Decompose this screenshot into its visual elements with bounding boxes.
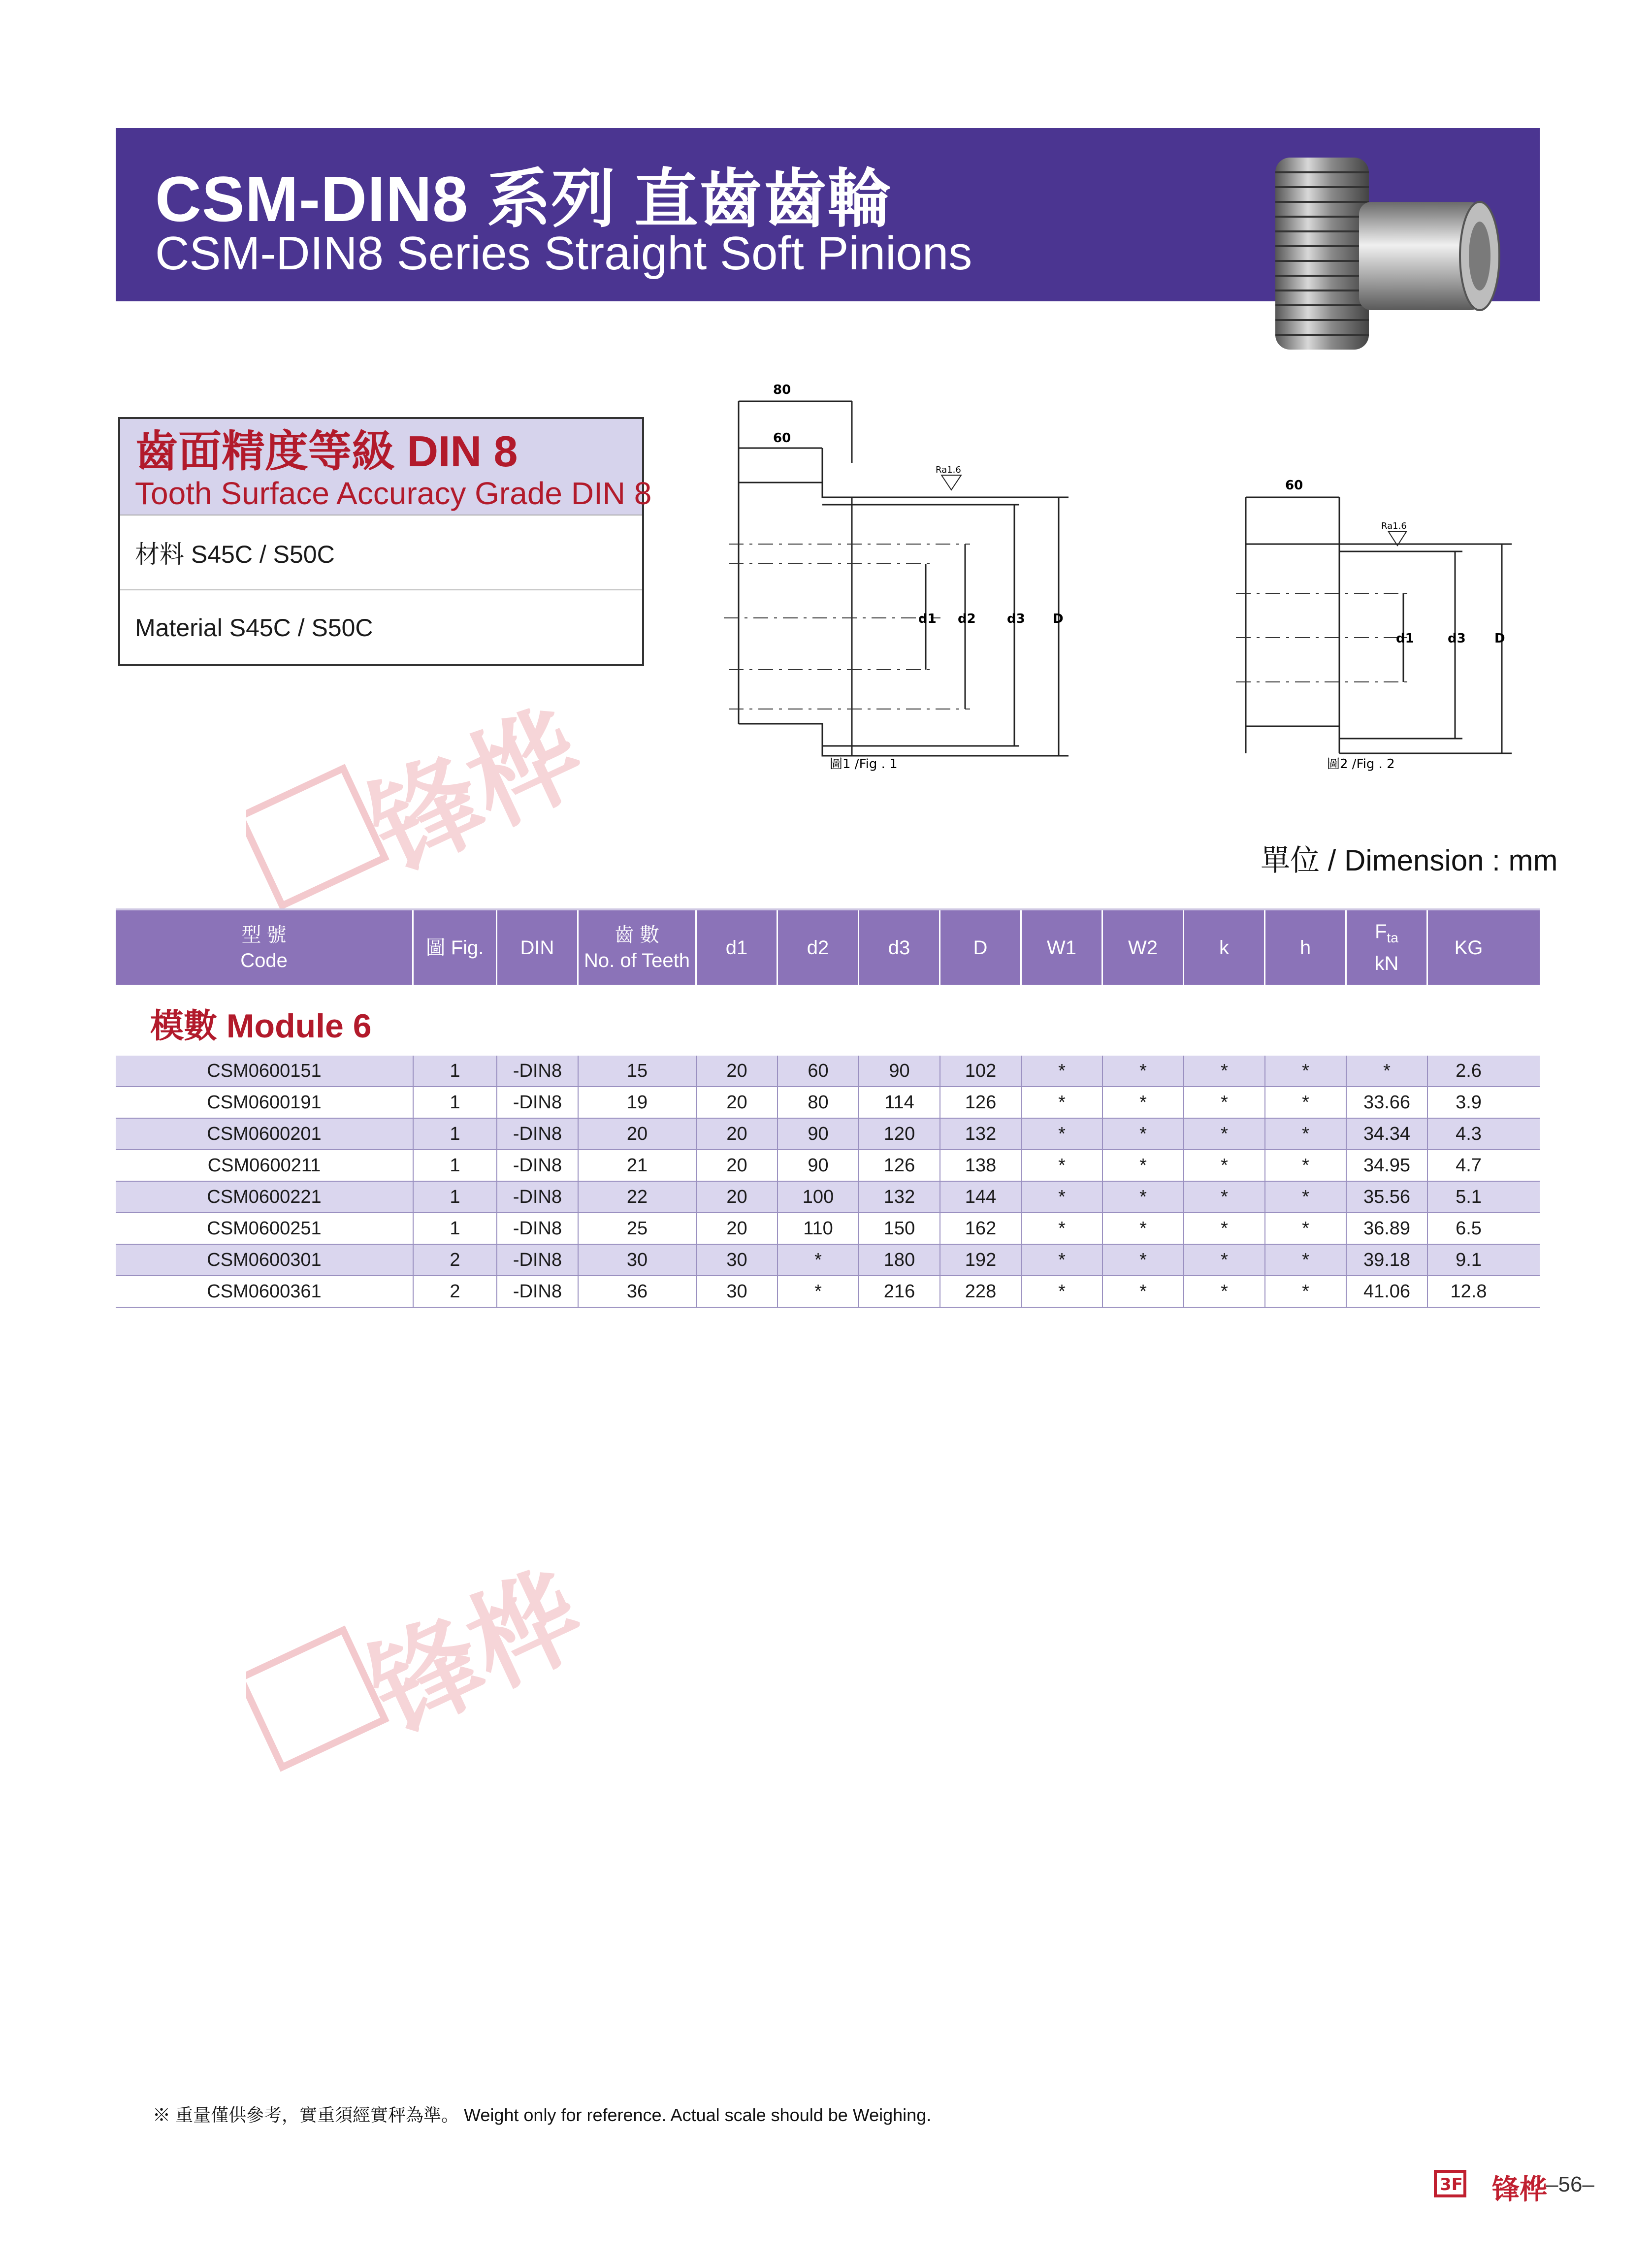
cell-d1: 20	[697, 1213, 778, 1244]
cell-D: 192	[940, 1245, 1022, 1275]
col-header-d1: d1	[697, 910, 778, 985]
cell-d3: 216	[859, 1276, 940, 1307]
cell-fig: 2	[414, 1245, 497, 1275]
col-header-h: h	[1265, 910, 1347, 985]
spec-table-header	[116, 908, 1540, 985]
cell-fta: 39.18	[1347, 1245, 1428, 1275]
cell-fig: 1	[414, 1150, 497, 1181]
page-number: –56–	[1546, 2172, 1594, 2196]
cell-fta: 34.95	[1347, 1150, 1428, 1181]
material-en: Material S45C / S50C	[135, 614, 373, 642]
fig2-d1-label: d1	[1396, 631, 1414, 646]
pinion-product-image	[1261, 148, 1507, 355]
dimension-unit-label: 單位 / Dimension : mm	[1261, 844, 1558, 877]
cell-w1: *	[1022, 1276, 1103, 1307]
cell-code: CSM0600201	[116, 1119, 414, 1149]
cell-h: *	[1265, 1245, 1347, 1275]
cell-fta: *	[1347, 1056, 1428, 1086]
svg-text:3F: 3F	[1440, 2175, 1463, 2194]
cell-w1: *	[1022, 1119, 1103, 1149]
fig2-D-label: D	[1494, 631, 1505, 646]
cell-D: 138	[940, 1150, 1022, 1181]
page-title-cn: CSM-DIN8 系列 直齒齒輪	[155, 163, 892, 235]
cell-w2: *	[1103, 1213, 1184, 1244]
cell-d3: 150	[859, 1213, 940, 1244]
cell-kg: 4.7	[1456, 1155, 1482, 1176]
fig1-D-label: D	[1053, 612, 1064, 626]
cell-kg: 3.9	[1456, 1092, 1482, 1113]
cell-teeth: 25	[579, 1213, 697, 1244]
cell-w1: *	[1022, 1213, 1103, 1244]
table-row	[116, 1087, 1540, 1119]
cell-w2: *	[1103, 1245, 1184, 1275]
cell-h: *	[1265, 1276, 1347, 1307]
cell-fig: 1	[414, 1056, 497, 1086]
cell-k: *	[1184, 1150, 1265, 1181]
cell-d3: 126	[859, 1150, 940, 1181]
cell-w2: *	[1103, 1056, 1184, 1086]
cell-din: -DIN8	[497, 1150, 579, 1181]
cell-d2: *	[778, 1276, 859, 1307]
accuracy-grade-title-cn: 齒面精度等級 DIN 8	[135, 427, 518, 476]
table-row	[116, 1213, 1540, 1245]
cell-fta: 33.66	[1347, 1087, 1428, 1118]
cell-w2: *	[1103, 1276, 1184, 1307]
cell-kg: 2.6	[1456, 1060, 1482, 1081]
accuracy-grade-title-en: Tooth Surface Accuracy Grade DIN 8	[135, 476, 652, 511]
cell-d1: 20	[697, 1119, 778, 1149]
cell-D: 162	[940, 1213, 1022, 1244]
cell-w1: *	[1022, 1087, 1103, 1118]
cell-w2: *	[1103, 1150, 1184, 1181]
cell-teeth: 36	[579, 1276, 697, 1307]
cell-d1: 20	[697, 1150, 778, 1181]
cell-D: 102	[940, 1056, 1022, 1086]
cell-teeth: 21	[579, 1150, 697, 1181]
cell-d3: 114	[859, 1087, 940, 1118]
table-row	[116, 1245, 1540, 1276]
cell-fta: 35.56	[1347, 1182, 1428, 1212]
cell-w2: *	[1103, 1119, 1184, 1149]
cell-d1: 20	[697, 1087, 778, 1118]
cell-code: CSM0600221	[116, 1182, 414, 1212]
cell-k: *	[1184, 1213, 1265, 1244]
cell-din: -DIN8	[497, 1276, 579, 1307]
table-row	[116, 1276, 1540, 1308]
cell-h: *	[1265, 1213, 1347, 1244]
cell-w2: *	[1103, 1182, 1184, 1212]
cell-teeth: 30	[579, 1245, 697, 1275]
cell-k: *	[1184, 1276, 1265, 1307]
fig1-d3-label: d3	[1007, 612, 1025, 626]
fig1-dim-hub: 60	[773, 431, 791, 446]
col-header-kg: KG	[1454, 936, 1483, 959]
cell-fig: 1	[414, 1119, 497, 1149]
cell-d2: 110	[778, 1213, 859, 1244]
cell-d2: 80	[778, 1087, 859, 1118]
cell-din: -DIN8	[497, 1087, 579, 1118]
fig1-d1-label: d1	[918, 612, 937, 626]
cell-k: *	[1184, 1087, 1265, 1118]
cell-kg: 5.1	[1456, 1186, 1482, 1207]
cell-h: *	[1265, 1150, 1347, 1181]
cell-w1: *	[1022, 1245, 1103, 1275]
cell-d1: 30	[697, 1245, 778, 1275]
cell-fig: 2	[414, 1276, 497, 1307]
module-label: 模數 Module 6	[150, 1007, 372, 1045]
fig2-d3-label: d3	[1448, 631, 1466, 646]
cell-D: 144	[940, 1182, 1022, 1212]
cell-d1: 30	[697, 1276, 778, 1307]
cell-d2: 90	[778, 1119, 859, 1149]
cell-k: *	[1184, 1119, 1265, 1149]
cell-code: CSM0600211	[116, 1150, 414, 1181]
cell-w1: *	[1022, 1182, 1103, 1212]
col-header-fig: 圖 Fig.	[414, 910, 497, 985]
col-header-w1: W1	[1022, 910, 1103, 985]
cell-teeth: 19	[579, 1087, 697, 1118]
cell-w1: *	[1022, 1056, 1103, 1086]
weight-footnote: ※ 重量僅供參考，實重須經實秤為準。 Weight only for reference. Actual scale should be Weighing.	[153, 2105, 932, 2125]
cell-d2: *	[778, 1245, 859, 1275]
fig1-roughness: Ra1.6	[936, 465, 961, 475]
cell-fig: 1	[414, 1182, 497, 1212]
fig2-dim-width: 60	[1285, 478, 1303, 493]
cell-D: 228	[940, 1276, 1022, 1307]
cell-teeth: 15	[579, 1056, 697, 1086]
cell-h: *	[1265, 1119, 1347, 1149]
svg-text:锋桦: 锋桦	[351, 689, 601, 895]
cell-d3: 120	[859, 1119, 940, 1149]
figure-2-drawing	[1206, 468, 1526, 773]
cell-fig: 1	[414, 1213, 497, 1244]
cell-teeth: 20	[579, 1119, 697, 1149]
cell-din: -DIN8	[497, 1213, 579, 1244]
cell-fta: 34.34	[1347, 1119, 1428, 1149]
cell-din: -DIN8	[497, 1056, 579, 1086]
col-header-D: D	[940, 910, 1022, 985]
fig2-caption: 圖2 /Fig . 2	[1327, 757, 1395, 772]
accuracy-grade-header	[120, 419, 652, 516]
cell-w1: *	[1022, 1150, 1103, 1181]
cell-kg: 9.1	[1456, 1249, 1482, 1270]
col-header-w2: W2	[1103, 910, 1184, 985]
cell-code: CSM0600151	[116, 1056, 414, 1086]
col-header-d2: d2	[778, 910, 859, 985]
cell-d2: 90	[778, 1150, 859, 1181]
fig1-d2-label: d2	[958, 612, 976, 626]
cell-d3: 90	[859, 1056, 940, 1086]
cell-k: *	[1184, 1182, 1265, 1212]
cell-d1: 20	[697, 1182, 778, 1212]
fig2-roughness: Ra1.6	[1381, 521, 1407, 531]
col-header-fta: $F_{ta}$ kN	[1347, 910, 1428, 985]
fig1-dim-total: 80	[773, 383, 791, 397]
cell-k: *	[1184, 1056, 1265, 1086]
cell-d2: 100	[778, 1182, 859, 1212]
cell-din: -DIN8	[497, 1182, 579, 1212]
cell-code: CSM0600361	[116, 1276, 414, 1307]
cell-code: CSM0600191	[116, 1087, 414, 1118]
cell-fig: 1	[414, 1087, 497, 1118]
footer-brand: 锋桦	[1492, 2174, 1547, 2205]
cell-fta: 36.89	[1347, 1213, 1428, 1244]
cell-h: *	[1265, 1087, 1347, 1118]
cell-w2: *	[1103, 1087, 1184, 1118]
cell-fta: 41.06	[1347, 1276, 1428, 1307]
table-row	[116, 1150, 1540, 1182]
cell-h: *	[1265, 1182, 1347, 1212]
cell-kg: 12.8	[1450, 1281, 1487, 1302]
spec-table-body	[116, 1056, 1540, 1308]
material-cn: 材料 S45C / S50C	[120, 516, 642, 590]
fig1-caption: 圖1 /Fig . 1	[830, 757, 898, 772]
cell-teeth: 22	[579, 1182, 697, 1212]
col-header-din: DIN	[497, 910, 579, 985]
cell-code: CSM0600251	[116, 1213, 414, 1244]
table-row	[116, 1056, 1540, 1087]
watermark-logo-2	[246, 1502, 1231, 1896]
cell-d2: 60	[778, 1056, 859, 1086]
svg-text:锋桦: 锋桦	[351, 1550, 601, 1757]
cell-din: -DIN8	[497, 1245, 579, 1275]
cell-k: *	[1184, 1245, 1265, 1275]
col-header-d3: d3	[859, 910, 940, 985]
table-row	[116, 1182, 1540, 1213]
page-title-en: CSM-DIN8 Series Straight Soft Pinions	[155, 227, 972, 280]
cell-d1: 20	[697, 1056, 778, 1086]
col-header-teeth: 齒 數 No. of Teeth	[579, 910, 697, 985]
cell-D: 126	[940, 1087, 1022, 1118]
famed-logo-icon	[1433, 2169, 1487, 2198]
cell-D: 132	[940, 1119, 1022, 1149]
cell-h: *	[1265, 1056, 1347, 1086]
figure-1-drawing	[724, 374, 1069, 773]
cell-din: -DIN8	[497, 1119, 579, 1149]
table-row	[116, 1119, 1540, 1150]
cell-kg: 4.3	[1456, 1123, 1482, 1144]
accuracy-grade-panel	[118, 417, 652, 666]
cell-d3: 180	[859, 1245, 940, 1275]
col-header-code: 型 號 Code	[116, 910, 414, 985]
cell-kg: 6.5	[1456, 1218, 1482, 1239]
cell-code: CSM0600301	[116, 1245, 414, 1275]
cell-d3: 132	[859, 1182, 940, 1212]
col-header-k: k	[1184, 910, 1265, 985]
